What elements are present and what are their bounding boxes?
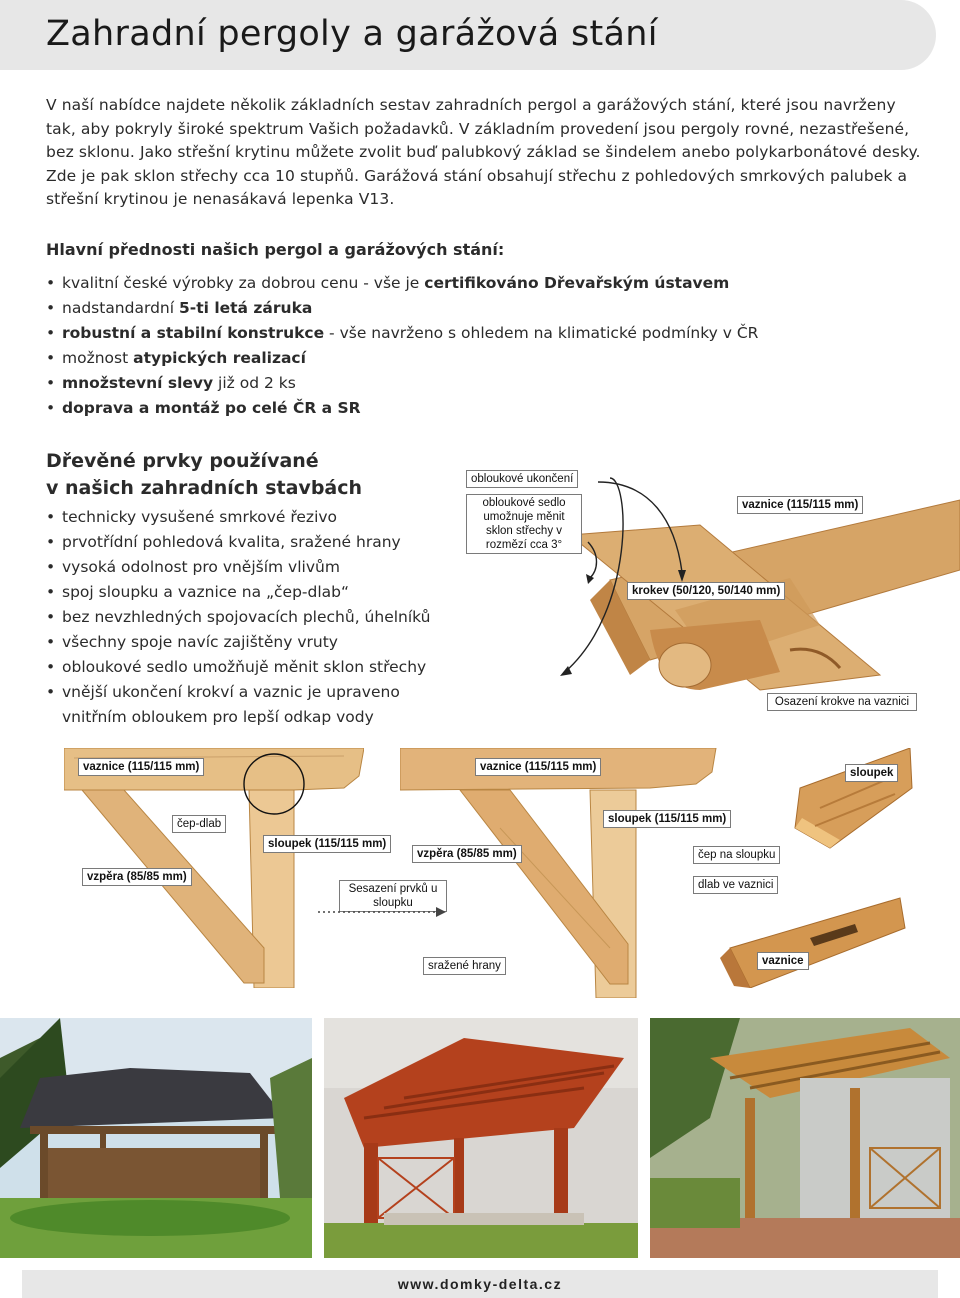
advantage-item: • kvalitní české výrobky za dobrou cenu - vše je certifikováno Dřevařským ústavem [46, 271, 758, 296]
label-cep-dlab: čep-dlab [172, 815, 226, 833]
label-vzpera-left: vzpěra (85/85 mm) [82, 868, 192, 886]
label-cep-na-sloupku: čep na sloupku [693, 846, 780, 864]
wood-feature-item: • vysoká odolnost pro vnějším vlivům [46, 555, 446, 580]
label-obloukove-sedlo: obloukové sedlo umožnuje měnit sklon střechy v rozmězí cca 3° [466, 494, 582, 554]
sesazeni-dotted-line [318, 905, 448, 919]
wood-feature-item: • spoj sloupku a vaznice na „čep-dlab“ [46, 580, 446, 605]
label-sesazeni: Sesazení prvků u sloupku [339, 880, 447, 912]
label-obloukove-ukonceni: obloukové ukončení [466, 470, 578, 488]
label-vzpera-mid: vzpěra (85/85 mm) [412, 845, 522, 863]
intro-paragraph: V naší nabídce najdete několik základních sestav zahradních pergol a garážových stání, které jsou navrženy tak, aby pokryly široké spektrum Vašich požadavků. V základním provedení jsou pergoly rovné, nezastřešené, bez sklonu. Jako střešní krytinu můžete zvolit buď palubkový základ se šindelem anebo polykarbonátové desky. Zde je pak sklon střechy cca 10 stupňů. Garážová stání obsahují střechu z pohledových smrkových palubek a střešní krytinou je nenasákavá lepenka V13. [46, 96, 921, 208]
wood-feature-item: • obloukové sedlo umožňujě měnit sklon střechy [46, 655, 446, 680]
advantage-item: • doprava a montáž po celé ČR a SR [46, 396, 758, 421]
label-osazeni: Osazení krokve na vaznici [767, 693, 917, 711]
advantage-item: • množstevní slevy již od 2 ks [46, 371, 758, 396]
advantages-heading: Hlavní přednosti našich pergol a garážových stání: [46, 240, 505, 259]
photo-pergola-red [324, 1018, 638, 1258]
footer-url[interactable]: www.domky-delta.cz [397, 1276, 563, 1292]
label-sloupek-mid: sloupek (115/115 mm) [603, 810, 731, 828]
wood-feature-item: • prvotřídní pohledová kvalita, sražené hrany [46, 530, 446, 555]
wood-feature-item: • technicky vysušené smrkové řezivo [46, 505, 446, 530]
label-dlab-ve-vaznici: dlab ve vaznici [693, 876, 778, 894]
advantage-item: • možnost atypických realizací [46, 346, 758, 371]
wood-heading-line2: v našich zahradních stavbách [46, 477, 363, 499]
label-vaznice-bottom: vaznice [757, 952, 809, 970]
label-sloupek-left: sloupek (115/115 mm) [263, 835, 391, 853]
label-vaznice-left: vaznice (115/115 mm) [78, 758, 204, 776]
label-sloupek-right: sloupek [845, 764, 898, 782]
page-title: Zahradní pergoly a garážová stání [46, 14, 658, 54]
wood-feature-item: • všechny spoje navíc zajištěny vruty [46, 630, 446, 655]
label-vaznice-mid: vaznice (115/115 mm) [475, 758, 601, 776]
wood-feature-item: • vnější ukončení krokví a vaznic je upraveno vnitřním obloukem pro lepší odkap vody [46, 680, 446, 730]
wood-feature-item: • bez nevzhledných spojovacích plechů, úhelníků [46, 605, 446, 630]
label-vaznice-top: vaznice (115/115 mm) [737, 496, 863, 514]
advantages-list [46, 271, 758, 421]
wood-features-list [46, 505, 446, 730]
wood-heading [46, 448, 362, 502]
advantage-item: • nadstandardní 5-ti letá záruka [46, 296, 758, 321]
photo-carport [0, 1018, 312, 1258]
label-krokev: krokev (50/120, 50/140 mm) [627, 582, 785, 600]
photo-pergola-wall [650, 1018, 960, 1258]
wood-heading-line1: Dřevěné prvky používané [46, 450, 319, 472]
advantage-item: • robustní a stabilní konstrukce - vše navrženo s ohledem na klimatické podmínky v ČR [46, 321, 758, 346]
label-srazene-hrany: sražené hrany [423, 957, 506, 975]
